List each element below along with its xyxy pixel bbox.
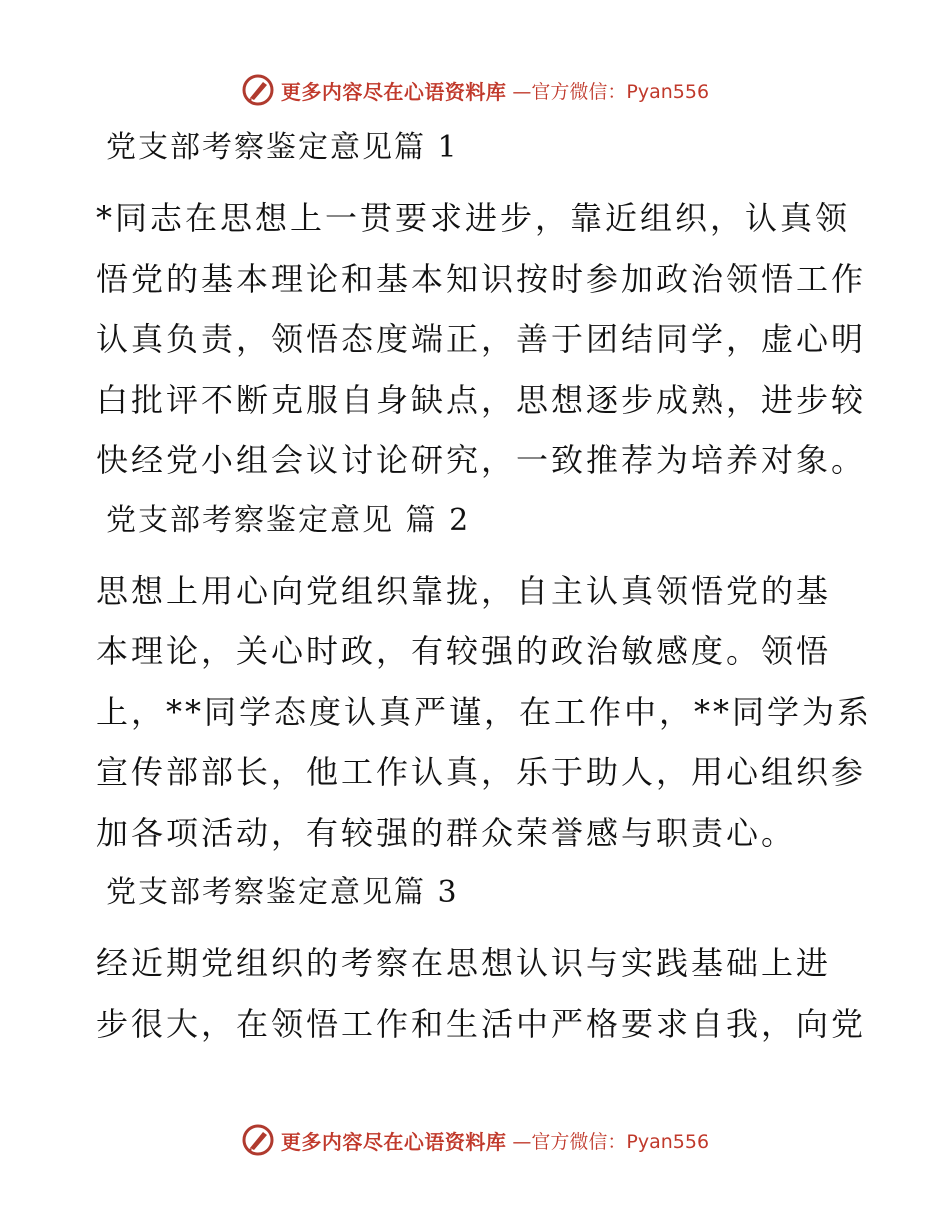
paragraph-line: 悟党的基本理论和基本知识按时参加政治领悟工作	[96, 259, 867, 298]
paragraph-line: 思想上用心向党组织靠拢，自主认真领悟党的基	[96, 571, 832, 610]
footer-banner	[0, 1120, 950, 1160]
wechat-text: —官方微信：Pyan556	[512, 1130, 710, 1153]
brand-text: 更多内容尽在心语资料库	[280, 79, 507, 104]
section-heading-3: 党支部考察鉴定意见篇 3	[106, 875, 459, 910]
paragraph-line: 步很大，在领悟工作和生活中严格要求自我，向党	[96, 1004, 867, 1043]
paragraph-line: 白批评不断克服自身缺点，思想逐步成熟，进步较	[96, 380, 867, 419]
paragraph-line: *同志在思想上一贯要求进步，靠近组织，认真领	[96, 199, 851, 237]
section-heading-2: 党支部考察鉴定意见 篇 2	[106, 502, 471, 538]
paragraph-line: 上，**同学态度认真严谨，在工作中，**同学为系	[96, 692, 873, 731]
brand-text: 更多内容尽在心语资料库	[280, 1129, 507, 1154]
document-body	[96, 118, 873, 1064]
section-paragraph-1	[96, 188, 867, 491]
paragraph-line: 认真负责，领悟态度端正，善于团结同学，虚心明	[96, 320, 867, 358]
section-paragraph-3	[96, 933, 867, 1054]
wechat-text: —官方微信：Pyan556	[512, 80, 710, 103]
paragraph-line: 本理论，关心时政，有较强的政治敏感度。领悟	[96, 632, 832, 670]
paragraph-line: 宣传部部长，他工作认真，乐于助人，用心组织参	[96, 753, 867, 791]
section-heading-1: 党支部考察鉴定意见篇 1	[106, 130, 459, 165]
section-paragraph-2	[96, 561, 873, 864]
paragraph-line: 经近期党组织的考察在思想认识与实践基础上进	[96, 944, 832, 982]
paragraph-line: 快经党小组会议讨论研究，一致推荐为培养对象。	[96, 441, 867, 479]
paragraph-line: 加各项活动，有较强的群众荣誉感与职责心。	[96, 813, 797, 852]
pen-circle-logo-icon	[241, 1123, 275, 1157]
pen-circle-logo-icon	[241, 73, 275, 107]
header-banner	[0, 70, 950, 110]
